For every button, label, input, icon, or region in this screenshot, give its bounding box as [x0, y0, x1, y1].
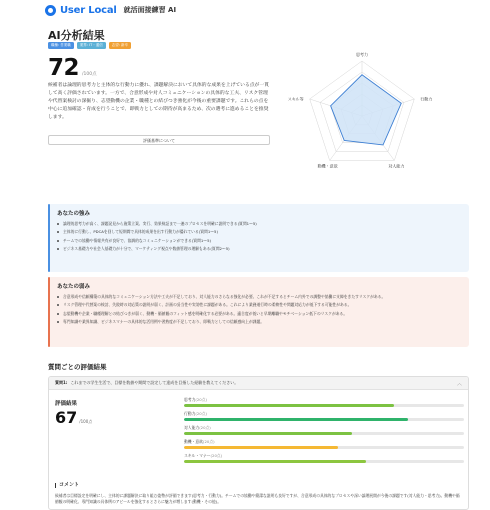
bar-fill [184, 404, 394, 407]
list-item: ビジネス基礎力や社会人基礎力が十分で、マーケティング視点や数値管理の理解もある(質問2〜5) [57, 246, 460, 252]
userlocal-logo-icon [45, 5, 56, 16]
bar-track [184, 432, 464, 435]
bar-track [184, 446, 464, 449]
strengths-title: あなたの強み [57, 211, 91, 217]
total-score-value: 72 [48, 55, 80, 81]
bar-label: 行動力 [184, 410, 196, 416]
bar-max: (20点) [202, 438, 215, 444]
list-item: 合意形成や信頼構築の具体的なコミュニケーション方法や工夫が不足しており、対人能力のさらなる強化が必要。これが不足するとチーム内外での調整や協働に支障をきたすリスクがある。 [57, 294, 460, 300]
question-card [48, 376, 469, 510]
score-bar-skills [184, 453, 464, 463]
strengths-list [57, 221, 460, 252]
list-item: 主体的に行動し、PDCAを回して短期間で具体的成果を出す行動力が優れている(質問1〜5) [57, 229, 460, 235]
tag-occupation: 職種: 営業職 [48, 42, 74, 49]
bar-fill [184, 460, 366, 463]
bar-track [184, 418, 464, 421]
list-item: チームでの協働や情報共有が良好で、協調的なコミュニケーションができる(質問1〜5) [57, 238, 460, 244]
comment-title: コメント [55, 483, 79, 488]
question-header[interactable] [49, 377, 468, 390]
strengths-panel [48, 204, 469, 272]
score-bar-interpersonal [184, 425, 464, 435]
bar-track [184, 460, 464, 463]
radar-axis-label: 行動力 [420, 96, 433, 102]
list-item: 志望動機や企業・職種理解との結びつきが弱く、動機・価値観のフィット感を明確化する必要がある。適合度が低いと早期離職やモチベーション低下のリスクがある。 [57, 311, 460, 317]
bar-fill [184, 446, 338, 449]
summary-text: 候補者は論理的思考力と主体的な行動力に優れ、課題解決において具体的な成果を上げている点が一貫して高く評価されています。一方で、合意形成や対人コミュニケーションの具体的な工夫、リスク管理や代替案検討の深掘り、志望動機の企業・職種との結びつき強化が今後の重要課題です。これらの点を中心に追加確認・育成を行うことで、即戦力としての期待が高まるため、次の選考に進めることを推奨します。 [48, 83, 269, 120]
question-number: 質問1: [55, 380, 68, 385]
app-header [0, 0, 490, 20]
bar-max: (20点) [210, 452, 223, 458]
question-section-title: 質問ごとの評価結果 [48, 363, 107, 371]
bar-label: 思考力 [184, 397, 196, 402]
logo-text: User Local [60, 4, 117, 16]
comment-text: 候補者は目標設定を明確にし、主体的に課題解決に取り組む姿勢が評価できます(思考力・行動力)。チームでの協働や簡潔な説明も良好ですが、合意形成の具体的なプロセスや深い論理展開が今後の課題です(対人能力・思考力)。動機や価値観の明確化、専門知識の具体例のアピールを強化するとさらに魅力が増します(動機・その他)。 [55, 493, 460, 505]
bar-fill [184, 418, 408, 421]
bar-label: スキル・マナー [184, 452, 211, 458]
score-bar-motivation [184, 439, 464, 449]
eval-score-value: 67 [55, 408, 78, 427]
score-bar-thinking [184, 397, 464, 407]
bar-max: (20点) [195, 410, 207, 416]
tag-list [48, 42, 131, 49]
question-text: これまでの学生生活で、目標を数値や期間で設定して達成を目指した経験を教えてください。 [70, 380, 239, 385]
bar-track [184, 404, 464, 407]
bar-label: 対人能力 [184, 424, 200, 430]
radar-chart [280, 40, 445, 190]
criteria-button[interactable]: 評価基準について [48, 135, 270, 145]
chevron-up-icon[interactable]: ︿ [456, 380, 462, 387]
eval-label: 評価結果 [55, 401, 78, 407]
radar-axis-label: 動機・意欲 [317, 163, 338, 169]
list-item: リスク管理や代替案の検討、失敗時の対応策の説明が弱く、計画の妥当性や実効性に課題がある。これにより業務遂行時の柔軟性や問題対応力が低下する可能性がある。 [57, 302, 460, 308]
radar-axis-label: 対人能力 [388, 163, 405, 169]
list-item: 専門知識や業界知識、ビジネスマナーの具体的な活用例や習熟度が不足しており、即戦力としての信頼感向上が課題。 [57, 319, 460, 325]
list-item: 論理的思考力が高く、課題発見から施策立案、実行、効果検証まで一連のプロセスを明確に説明できる(質問1〜5) [57, 221, 460, 227]
page-title: AI分析結果 [48, 29, 105, 42]
bar-max: (20点) [195, 397, 207, 402]
bar-fill [184, 432, 352, 435]
bar-max: (20点) [199, 424, 211, 430]
total-score [48, 55, 97, 81]
score-bar-action [184, 411, 464, 421]
tag-type: 志望: 新卒 [109, 42, 131, 49]
eval-score [55, 408, 92, 427]
weaknesses-list [57, 294, 460, 325]
weaknesses-panel [48, 277, 469, 347]
product-title: 就活面接練習 AI [123, 6, 177, 14]
eval-score-unit: /100点 [79, 419, 93, 424]
radar-value-shape [331, 75, 402, 145]
total-score-unit: /100点 [82, 72, 97, 77]
tag-industry: 業界: IT・通信 [77, 42, 106, 49]
radar-axis-label: 思考力 [356, 52, 368, 57]
score-bars [184, 397, 464, 467]
weaknesses-title: あなたの弱み [57, 284, 91, 290]
radar-axis-label: スキル等 [287, 96, 304, 102]
bar-label: 動機・意欲 [184, 438, 203, 444]
